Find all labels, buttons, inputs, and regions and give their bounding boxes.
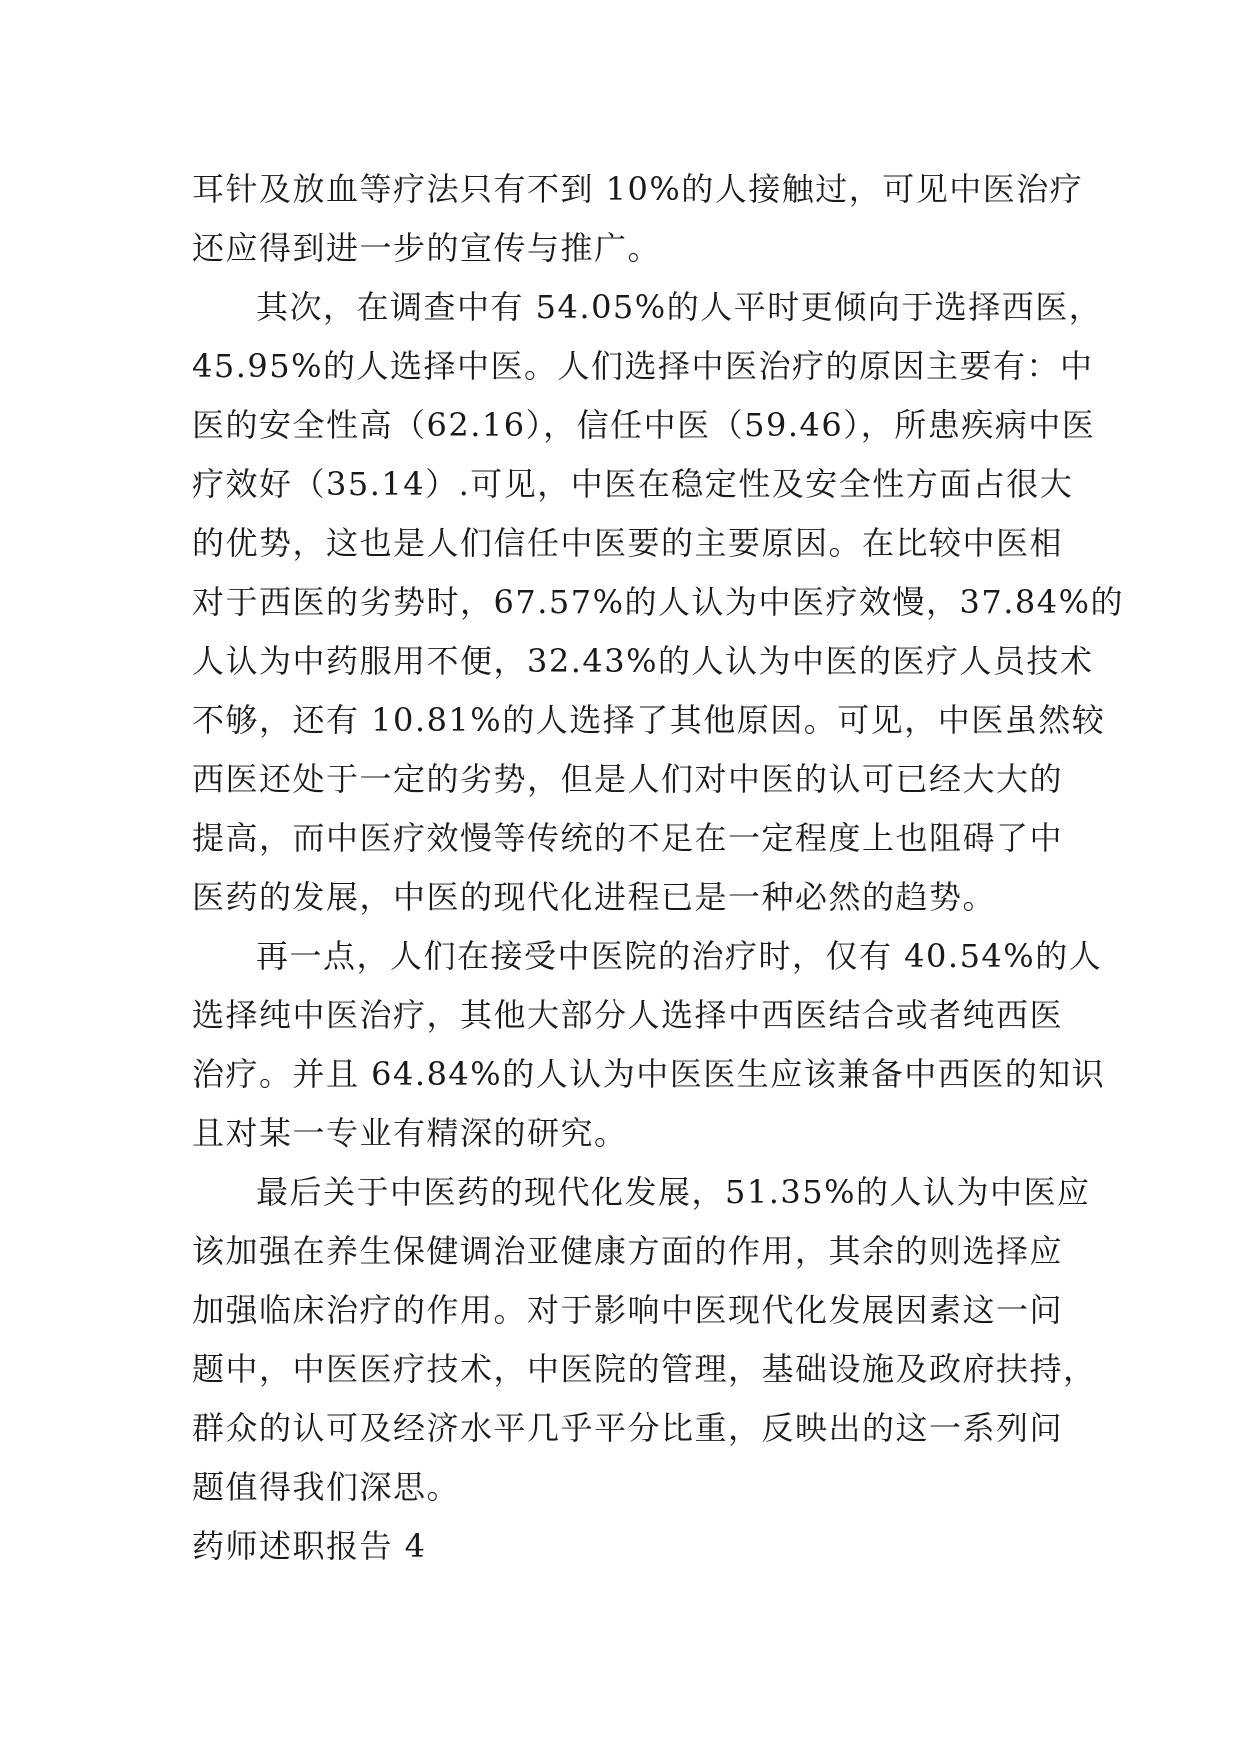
text-line: 耳针及放血等疗法只有不到 10%的人接触过，可见中医治疗 <box>192 170 1084 208</box>
text-line: 人认为中药服用不便，32.43%的人认为中医的医疗人员技术 <box>192 642 1094 680</box>
text-line: 西医还处于一定的劣势，但是人们对中医的认可已经大大的 <box>192 760 1064 798</box>
text-line: 还应得到进一步的宣传与推广。 <box>192 229 662 267</box>
text-line: 不够，还有 10.81%的人选择了其他原因。可见，中医虽然较 <box>192 701 1106 739</box>
text-line: 治疗。并且 64.84%的人认为中医医生应该兼备中西医的知识 <box>192 1055 1106 1093</box>
body-text <box>192 160 1125 1576</box>
text-line: 该加强在养生保健调治亚健康方面的作用，其余的则选择应 <box>192 1232 1064 1270</box>
text-line: 且对某一专业有精深的研究。 <box>192 1114 628 1152</box>
text-line: 题值得我们深思。 <box>192 1468 461 1506</box>
text-line: 选择纯中医治疗，其他大部分人选择中西医结合或者纯西医 <box>192 996 1064 1034</box>
section-heading: 药师述职报告 4 <box>192 1527 427 1565</box>
text-line: 最后关于中医药的现代化发展，51.35%的人认为中医应 <box>256 1173 1091 1211</box>
text-line: 加强临床治疗的作用。对于影响中医现代化发展因素这一问 <box>192 1291 1064 1329</box>
text-line: 群众的认可及经济水平几乎平分比重，反映出的这一系列问 <box>192 1409 1064 1447</box>
text-line: 对于西医的劣势时，67.57%的人认为中医疗效慢，37.84%的 <box>192 583 1125 621</box>
text-line: 医的安全性高（62.16），信任中医（59.46），所患疾病中医 <box>192 406 1096 444</box>
text-line: 题中，中医医疗技术，中医院的管理，基础设施及政府扶持， <box>192 1350 1097 1388</box>
text-line: 提高，而中医疗效慢等传统的不足在一定程度上也阻碍了中 <box>192 819 1064 857</box>
text-line: 医药的发展，中医的现代化进程已是一种必然的趋势。 <box>192 878 997 916</box>
text-line: 的优势，这也是人们信任中医要的主要原因。在比较中医相 <box>192 524 1064 562</box>
text-line: 其次，在调查中有 54.05%的人平时更倾向于选择西医， <box>256 288 1103 326</box>
text-line: 45.95%的人选择中医。人们选择中医治疗的原因主要有：中 <box>192 347 1094 385</box>
text-line: 再一点，人们在接受中医院的治疗时，仅有 40.54%的人 <box>256 937 1103 975</box>
text-line: 疗效好（35.14）.可见，中医在稳定性及安全性方面占很大 <box>192 465 1074 503</box>
